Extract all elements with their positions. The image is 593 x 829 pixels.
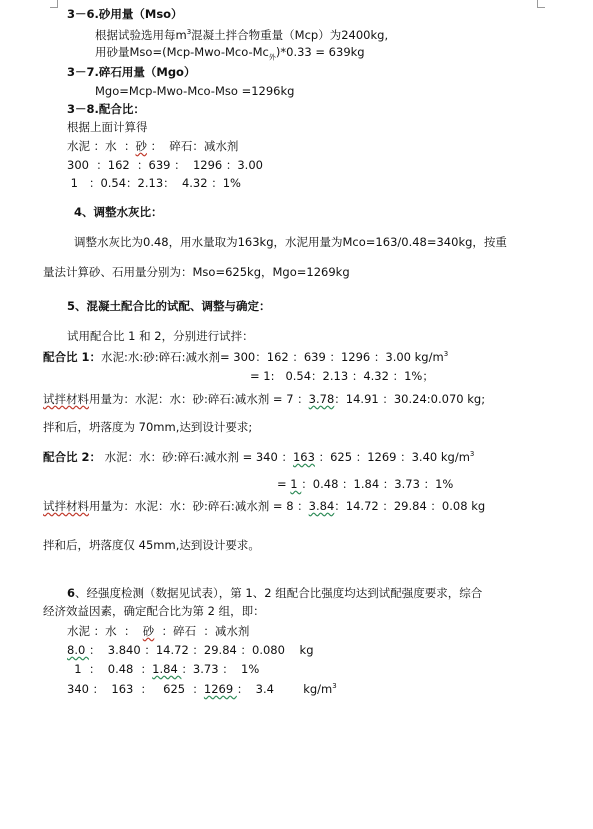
section-4-para-line1: 调整水灰比为0.48，用水量取为163kg，水泥用量为Mco=163/0.48=340kg，按重	[74, 235, 507, 249]
text: 用量为：水泥：水：砂:碎石:减水剂 = 8 ：	[89, 499, 309, 513]
mix2-trial	[43, 500, 485, 514]
text: ：碎石 ：减水剂	[154, 624, 250, 638]
text: 3.78	[308, 392, 335, 406]
mix2-result: 拌和后，坍落度仅 45mm,达到设计要求。	[43, 538, 260, 552]
section-3-6-line2	[95, 46, 365, 62]
text: 163	[292, 449, 315, 464]
text: 水泥 ：水 ：	[67, 624, 143, 638]
mix1-label: 配合比 1：	[43, 349, 102, 364]
subscript: 外	[268, 53, 276, 62]
section-4-heading: 4、调整水灰比：	[74, 205, 163, 219]
text: ：14.91 ：30.24:0.070 kg;	[334, 392, 486, 406]
text: 水泥 ：水 ：	[67, 139, 136, 153]
text: 根据试验选用每m	[95, 27, 187, 42]
text: ：625 ：1269 ：3.40 kg/m	[314, 449, 470, 464]
text: =	[277, 477, 291, 491]
section-4-para-line2: 量法计算砂、石用量分别为：Mso=625kg，Mgo=1269kg	[43, 265, 350, 279]
text: 混凝土拌合物重量（Mcp）为2400kg,	[191, 27, 389, 42]
mix2-ratio	[43, 450, 474, 465]
text: ：3.73 ： 1%	[181, 662, 260, 676]
superscript: 3	[186, 28, 192, 36]
text: 1.84	[152, 662, 182, 676]
text: 340 ： 163 ： 625 ：	[67, 681, 204, 696]
section-3-8-row1: 300 ：162 ：639 ： 1296 ：3.00	[67, 158, 263, 172]
margin-mark-left-h	[50, 7, 58, 8]
section-3-7-formula: Mgo=Mcp-Mwo-Mco-Mso =1296kg	[95, 84, 295, 98]
text: 砂	[142, 624, 155, 638]
text: ：0.48 ：1.84 ：3.73 ：1%	[301, 477, 454, 491]
text: 1269	[203, 681, 237, 696]
section-5-intro: 试用配合比 1 和 2，分别进行试拌：	[67, 329, 254, 343]
text: ： 3.840 ：14.72 ：29.84 ：0.080 kg	[88, 643, 314, 657]
section-3-8-header	[67, 140, 238, 154]
text: 用量为：水泥：水：砂:碎石:减水剂 = 7 ：	[89, 392, 309, 406]
section-3-7-heading: 3－7.碎石用量（Mgo）	[67, 65, 196, 79]
text: ：14.72 ：29.84 ：0.08 kg	[334, 499, 486, 513]
text: )*0.33 = 639kg	[275, 45, 365, 59]
section-6-para-line2: 经济效益因素，确定配合比为第 2 组，即：	[43, 604, 265, 618]
text: 砂	[135, 139, 147, 153]
section-6-row3	[67, 682, 337, 697]
mix1-trial	[43, 393, 485, 407]
section-3-6-heading: 3－6.砂用量（Mso）	[67, 7, 183, 21]
text: 试拌材料	[43, 499, 89, 513]
text: 、经强度检测（数据见试表），第 1、2 组配合比强度均达到试配强度要求，综合	[75, 586, 483, 600]
mix1-ratio-line2: = 1: 0.54：2.13 ：4.32 ：1%；	[250, 369, 434, 383]
text: 试拌材料	[43, 392, 89, 406]
section-6-row2	[67, 663, 259, 677]
text: 1	[290, 477, 302, 491]
section-6-number: 6	[67, 586, 76, 600]
mix2-label: 配合比 2：	[43, 449, 102, 464]
text: ： 3.4 kg/m	[236, 681, 333, 696]
text: 用砂量Mso=(Mcp-Mwo-Mco-Mc	[95, 45, 269, 59]
superscript: 3	[332, 682, 337, 690]
section-3-8-intro: 根据上面计算得	[67, 120, 148, 134]
section-3-8-row2: 1 ：0.54：2.13： 4.32 ：1%	[67, 176, 241, 190]
section-6-row1	[67, 644, 314, 658]
section-3-6-line1	[95, 28, 388, 43]
mix1-result: 拌和后，坍落度为 70mm,达到设计要求;	[43, 420, 253, 434]
section-3-8-heading: 3－8.配合比：	[67, 102, 145, 116]
text: 3.84	[308, 499, 335, 513]
text: 8.0	[67, 643, 89, 657]
mix2-ratio-line2	[277, 478, 453, 492]
text: 1 ： 0.48 ：	[67, 662, 153, 676]
superscript: 3	[469, 450, 475, 458]
margin-mark-right-h	[537, 7, 545, 8]
text: 水泥：水：砂:碎石:减水剂 = 340 ：	[101, 449, 293, 464]
superscript: 3	[443, 350, 449, 358]
text: 水泥:水:砂:碎石:减水剂= 300：162 ：639 ：1296 ：3.00 kg/m	[101, 349, 444, 364]
section-6-para-line1	[67, 587, 482, 601]
text: ： 碎石：减水剂	[146, 139, 239, 153]
section-5-heading: 5、混凝土配合比的试配、调整与确定：	[67, 299, 271, 313]
mix1-ratio	[43, 350, 448, 365]
section-6-header	[67, 625, 249, 639]
